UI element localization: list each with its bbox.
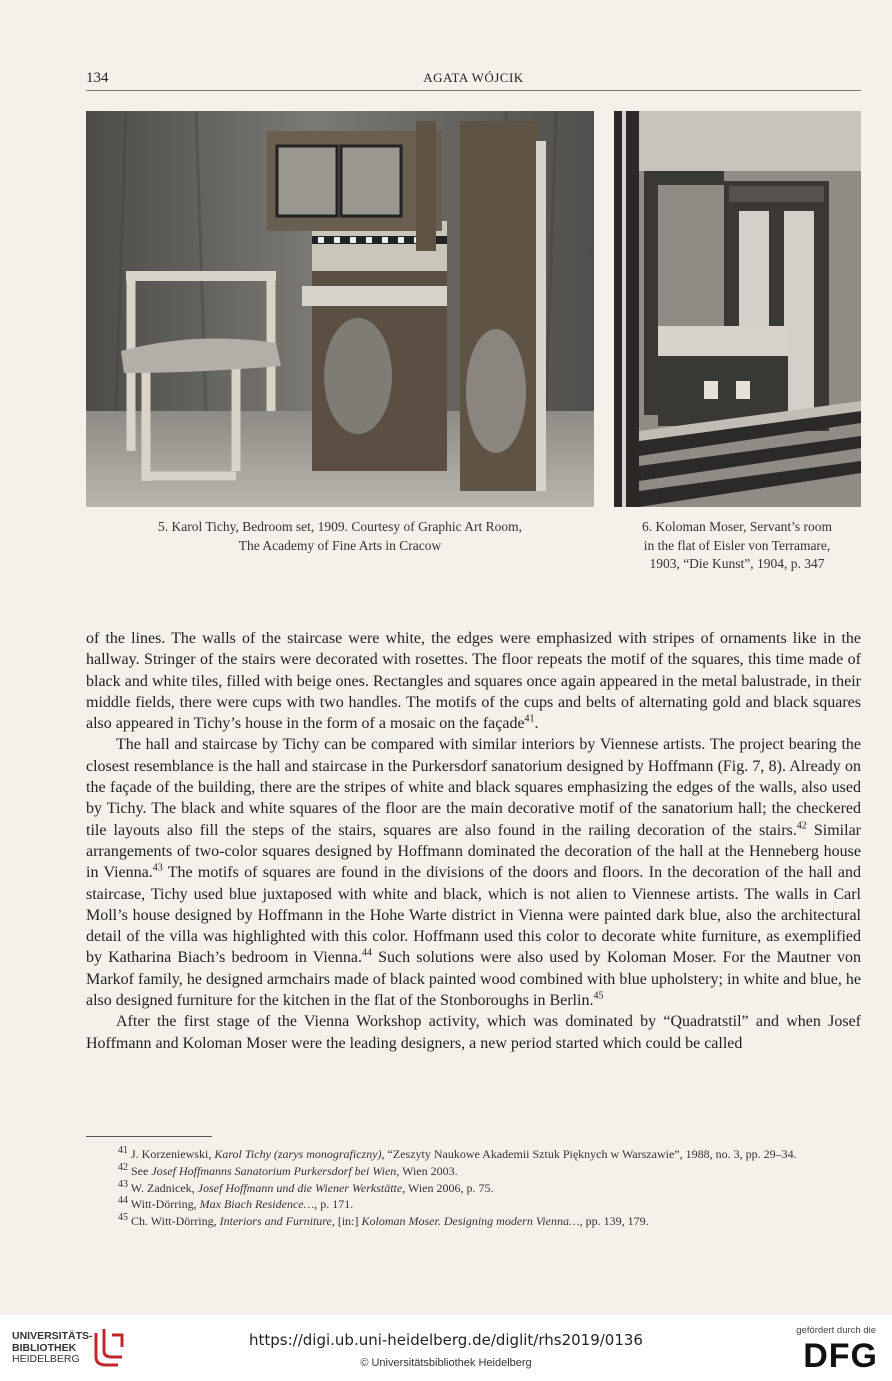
footnote-rest: , Wien 2006, p. 75. bbox=[402, 1180, 494, 1195]
footnote-title: Karol Tichy (zarys monograficzny) bbox=[214, 1147, 382, 1161]
footnote-title: Interiors and Furniture bbox=[219, 1214, 332, 1229]
caption-line: 1903, “Die Kunst”, 1904, p. 347 bbox=[649, 556, 825, 571]
caption-line: in the flat of Eisler von Terramare, bbox=[643, 537, 831, 553]
footnote-title: Koloman Moser. Designing modern Vienna… bbox=[361, 1214, 580, 1229]
paragraph-3 bbox=[86, 1011, 861, 1054]
paragraph-1 bbox=[86, 628, 861, 734]
footnote-title: Max Biach Residence… bbox=[199, 1197, 315, 1212]
figure-6-photo bbox=[614, 111, 861, 507]
figure-5-caption bbox=[96, 518, 584, 555]
footnotes bbox=[86, 1146, 861, 1230]
footnote-ref[interactable]: 45 bbox=[593, 990, 604, 1002]
permalink-url[interactable]: https://digi.ub.uni-heidelberg.de/diglit/rhs2019/0136 bbox=[249, 1331, 643, 1349]
footnote bbox=[86, 1146, 861, 1163]
footnote-rest: , p. 171. bbox=[314, 1197, 354, 1212]
figure-6-caption bbox=[606, 518, 868, 574]
page-number: 134 bbox=[86, 70, 109, 86]
caption-line: 6. Koloman Moser, Servant’s room bbox=[642, 519, 832, 534]
paragraph-text: After the first stage of the Vienna Workshop activity, which was dominated by “Quadratstil” and when Josef Hoffmann and Koloman Moser were the leading designers, a new period started which could be called bbox=[86, 1013, 861, 1052]
paragraph-text: The motifs of squares are found in the divisions of the doors and floors. In the decoration of the hall and staircase, Tichy used blue juxtaposed with white and black, which is not alien to Viennese artists. The walls in Carl Moll’s house designed by Hoffmann in the Hohe Warte district in Vienna were painted dark blue, also the architectural detail of the villa was highlighted with this color. Hoffmann used this color to decorate white furniture, as exemplified by Katharina Biach’s bedroom in Vienna. bbox=[86, 864, 861, 967]
library-name-line: BIBLIOTHEK bbox=[12, 1341, 77, 1354]
footnote bbox=[86, 1180, 861, 1197]
funded-by-label: gefördert durch die bbox=[796, 1325, 876, 1336]
footnote-rest: , Wien 2003. bbox=[396, 1163, 458, 1178]
paragraph-text: Similar arrangements of two-color squares designed by Hoffmann dominated the decoration of the hall at the Henneberg house in Vienna. bbox=[86, 821, 861, 882]
footnote bbox=[86, 1163, 861, 1180]
footnote-ref[interactable]: 43 bbox=[152, 862, 163, 874]
page-header bbox=[86, 68, 861, 91]
footnote-rest: , “Zeszyty Naukowe Akademii Sztuk Pięknych w Warszawie”, 1988, no. 3, pp. 29–34. bbox=[381, 1147, 797, 1161]
caption-line: The Academy of Fine Arts in Cracow bbox=[238, 537, 442, 553]
footnote-author: Ch. Witt-Dörring, bbox=[131, 1214, 220, 1229]
footnote-rest: , [in:] bbox=[331, 1214, 362, 1229]
footnote-author: Witt-Dörring, bbox=[130, 1197, 200, 1212]
caption-line: 5. Karol Tichy, Bedroom set, 1909. Courtesy of Graphic Art Room, bbox=[158, 519, 522, 534]
footnote-separator bbox=[86, 1136, 212, 1137]
figure-5-photo bbox=[86, 111, 594, 507]
footnote bbox=[86, 1196, 861, 1213]
paragraph-text: Such solutions were also used by Koloman Moser. For the Mautner von Markof family, he designed armchairs made of black painted wood combined with blue upholstery; in white and blue, he also designed furniture for the kitchen in the flat of the Stonboroughs in Berlin. bbox=[86, 949, 862, 1010]
footnote-title: Josef Hoffmanns Sanatorium Purkersdorf bei Wien bbox=[151, 1163, 397, 1178]
sentence-end: . bbox=[534, 715, 539, 733]
footnote-author: See bbox=[131, 1163, 152, 1178]
running-title: AGATA WÓJCIK bbox=[423, 70, 524, 85]
footnote-number: 44 bbox=[118, 1195, 128, 1207]
viewer-footer bbox=[0, 1315, 892, 1381]
paragraph-text: of the lines. The walls of the staircase were white, the edges were emphasized with stripes of ornaments like in the hallway. Stringer of the stairs were decorated with rosettes. The floor repeats the motif of the squares, this time made of black and white tiles, filled with beige ones. Rectangles and squares once again appeared in the metal balustrade, in their middle fields, there were cups with two handles. The motifs of the cups and belts of alternating gold and black squares also appeared in Tichy’s house in the form of a mosaic on the façade bbox=[86, 630, 861, 733]
footnote-title: Josef Hoffmann und die Wiener Werkstätte bbox=[197, 1180, 403, 1195]
footnote-author: J. Korzeniewski, bbox=[131, 1147, 215, 1161]
paragraph-2 bbox=[86, 734, 861, 1011]
footnote bbox=[86, 1213, 861, 1230]
footnote-rest: , pp. 139, 179. bbox=[579, 1214, 649, 1229]
footnote-number: 42 bbox=[118, 1161, 128, 1173]
copyright: © Universitätsbibliothek Heidelberg bbox=[360, 1357, 532, 1369]
footnote-number: 43 bbox=[118, 1178, 128, 1190]
dfg-logo[interactable]: DFG bbox=[803, 1337, 878, 1375]
footnote-ref[interactable]: 44 bbox=[361, 948, 372, 960]
footnote-ref[interactable]: 41 bbox=[524, 713, 535, 725]
library-name-line: HEIDELBERG bbox=[12, 1353, 80, 1365]
footnote-number: 45 bbox=[118, 1212, 128, 1224]
paragraph-text: The hall and staircase by Tichy can be compared with similar interiors by Viennese artists. The project bearing the closest resemblance is the hall and staircase in the Purkersdorf sanatorium designed by Hoffmann (Fig. 7, 8). Already on the façade of the building, there are the stripes of white and black squares emphasizing the edges of the walls, also used by Tichy. The black and white squares of the floor are the main decorative motif of the sanatorium hall; the checkered tile layouts also fill the steps of the stairs, squares are also found in the railing decoration of the stairs. bbox=[86, 736, 861, 839]
footnote-ref[interactable]: 42 bbox=[796, 820, 807, 832]
footnote-number: 41 bbox=[118, 1145, 128, 1156]
body-text bbox=[86, 628, 861, 1054]
footnote-author: W. Zadnicek, bbox=[130, 1180, 198, 1195]
library-name-line: UNIVERSITÄTS- bbox=[12, 1330, 93, 1342]
